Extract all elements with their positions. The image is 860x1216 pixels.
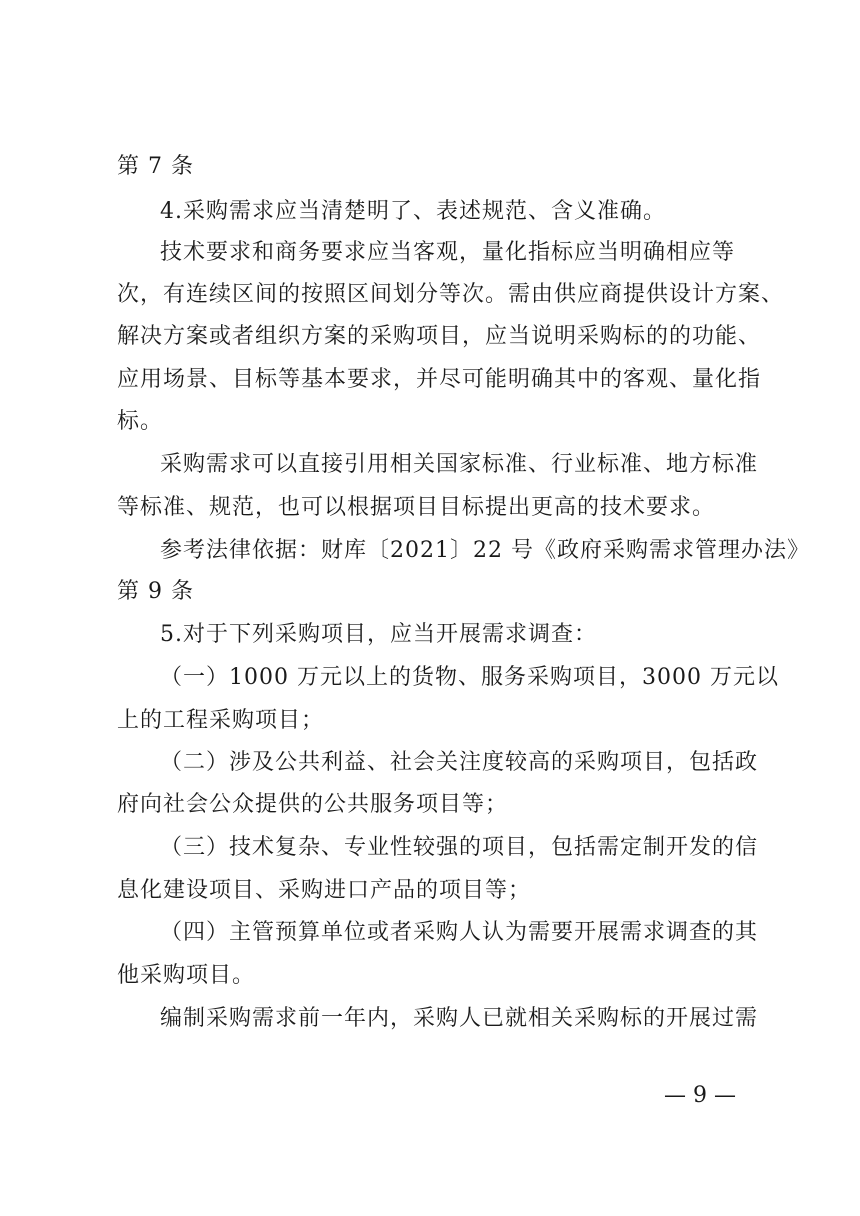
text-line: 府向社会公众提供的公共服务项目等； — [117, 792, 509, 817]
text-line: 等标准、规范，也可以根据项目目标提出更高的技术要求。 — [117, 495, 716, 520]
text-line: 他采购项目。 — [117, 963, 256, 988]
text-line: 5.对于下列采购项目，应当开展需求调查： — [160, 622, 597, 647]
text-line: 应用场景、目标等基本要求，并尽可能明确其中的客观、量化指 — [117, 367, 762, 392]
text-line: 4.采购需求应当清楚明了、表述规范、含义准确。 — [160, 199, 666, 224]
text-line: 第 7 条 — [117, 154, 194, 179]
text-line: 息化建设项目、采购进口产品的项目等； — [117, 878, 532, 903]
text-line: 次，有连续区间的按照区间划分等次。需由供应商提供设计方案、 — [117, 282, 785, 307]
text-line: （三）技术复杂、专业性较强的项目，包括需定制开发的信 — [160, 835, 759, 860]
text-line: （二）涉及公共利益、社会关注度较高的采购项目，包括政 — [160, 750, 759, 775]
text-line: 解决方案或者组织方案的采购项目，应当说明采购标的的功能、 — [117, 324, 762, 349]
text-line: （四）主管预算单位或者采购人认为需要开展需求调查的其 — [160, 920, 759, 945]
text-line: 技术要求和商务要求应当客观，量化指标应当明确相应等 — [160, 240, 736, 265]
text-line: 上的工程采购项目； — [117, 708, 325, 733]
text-line: 参考法律依据：财库〔2021〕22 号《政府采购需求管理办法》 — [160, 538, 810, 563]
text-line: 编制采购需求前一年内，采购人已就相关采购标的开展过需 — [160, 1006, 759, 1031]
text-line: 标。 — [117, 409, 164, 434]
text-line: 采购需求可以直接引用相关国家标准、行业标准、地方标准 — [160, 452, 759, 477]
text-line: 第 9 条 — [117, 579, 194, 604]
page-number: — 9 — — [664, 1083, 736, 1108]
text-line: （一）1000 万元以上的货物、服务采购项目，3000 万元以 — [160, 665, 779, 690]
